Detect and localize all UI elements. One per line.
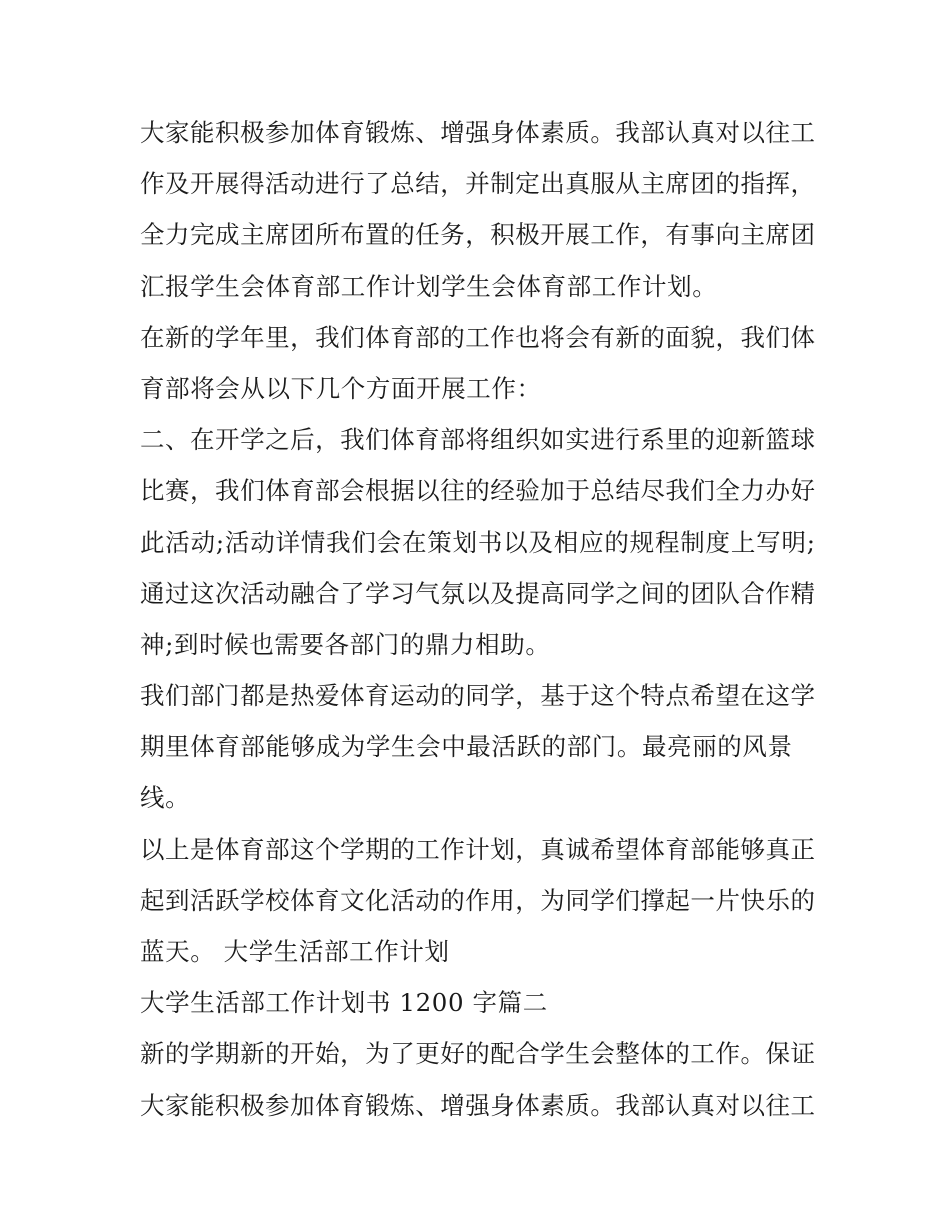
text-line-3: 全力完成主席团所布置的任务，积极开展工作，有事向主席团 [140,220,815,250]
text-line-17: 蓝天。 大学生活部工作计划 [140,937,450,966]
text-line-15: 以上是体育部这个学期的工作计划，真诚希望体育部能够真正 [140,834,815,864]
text-line-19: 新的学期新的开始，为了更好的配合学生会整体的工作。保证 [140,1039,815,1069]
text-line-2: 作及开展得活动进行了总结，并制定出真服从主席团的指挥， [140,169,815,199]
text-line-1: 大家能积极参加体育锻炼、增强身体素质。我部认真对以往工 [140,118,815,147]
text-line-16: 起到活跃学校体育文化活动的作用，为同学们撑起一片快乐的 [140,885,815,915]
text-line-13: 期里体育部能够成为学生会中最活跃的部门。最亮丽的风景 [140,732,793,762]
text-line-7: 二、在开学之后，我们体育部将组织如实进行系里的迎新篮球 [140,425,815,455]
text-line-8: 比赛，我们体育部会根据以往的经验加于总结尽我们全力办好 [140,476,815,506]
text-line-14: 线。 [140,783,191,813]
section-heading: 大学生活部工作计划书 1200 字篇二 [140,988,548,1018]
document-body [140,107,815,1131]
text-line-20: 大家能积极参加体育锻炼、增强身体素质。我部认真对以往工 [140,1090,815,1120]
text-line-12: 我们部门都是热爱体育运动的同学，基于这个特点希望在这学 [140,681,815,711]
text-line-5: 在新的学年里，我们体育部的工作也将会有新的面貌，我们体 [140,322,815,352]
text-line-10: 通过这次活动融合了学习气氛以及提高同学之间的团队合作精 [140,578,815,608]
text-line-11: 神;到时候也需要各部门的鼎力相助。 [140,629,551,659]
text-line-6: 育部将会从以下几个方面开展工作： [140,373,542,403]
text-line-4: 汇报学生会体育部工作计划学生会体育部工作计划。 [140,271,718,301]
text-line-9: 此活动;活动详情我们会在策划书以及相应的规程制度上写明; [140,527,815,557]
